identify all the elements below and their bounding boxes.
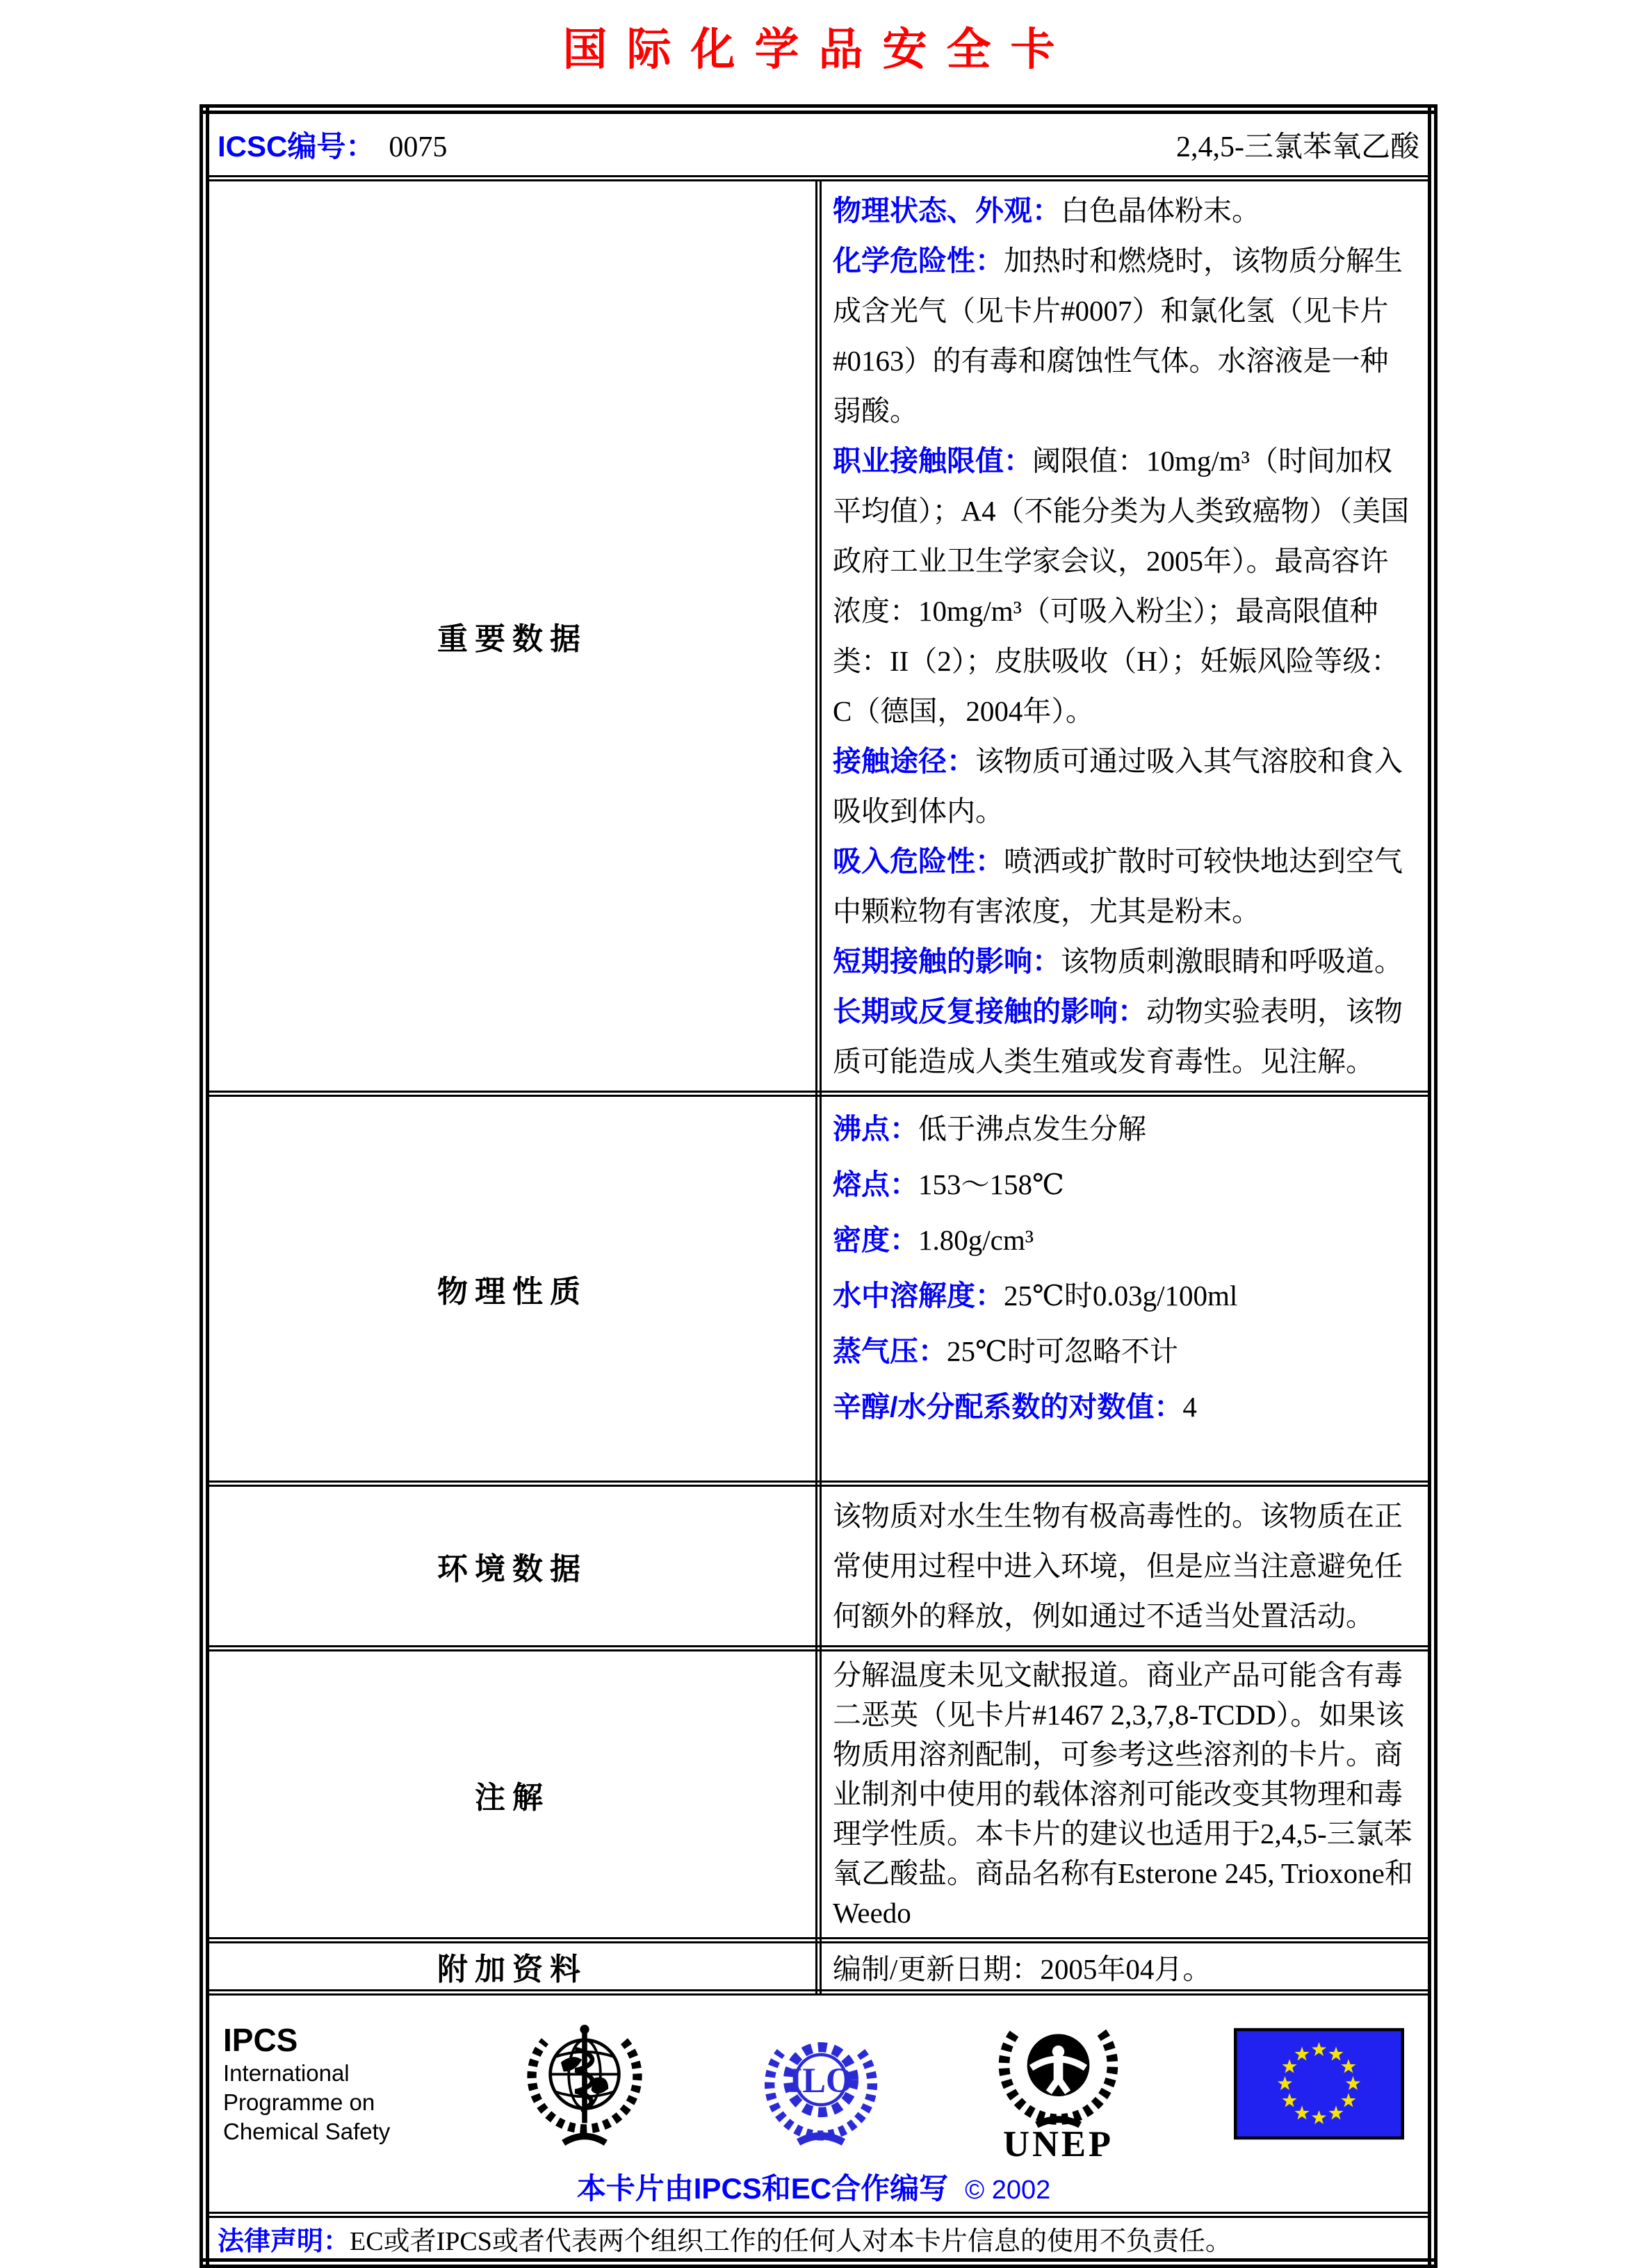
chemical-name: 2,4,5-三氯苯氧乙酸	[1176, 131, 1419, 163]
environmental-data-text: 该物质对水生生物有极高毒性的。该物质在正常使用过程中进入环境，但是应当注意避免任何额外的释放，例如通过不适当处置活动。	[833, 1500, 1403, 1632]
notes-row	[204, 1649, 1433, 1941]
environmental-data-row-label: 环境数据	[204, 1484, 819, 1649]
icsc-number-value: 0075	[389, 131, 448, 163]
logos-strip	[223, 2005, 1404, 2162]
important-item: 职业接触限值：阈限值：10mg/m³（时间加权平均值）；A4（不能分类为人类致癌物）（美国政府工业卫生学家会议，2005年）。最高容许浓度：10mg/m³（可吸入粉尘）；最高限值种类：II（2）；皮肤吸收（H）；妊娠风险等级：C（德国，2004年）。	[833, 445, 1410, 727]
important-data-content	[819, 179, 1433, 1094]
legal-row	[204, 2215, 1433, 2264]
physical-property-item: 水中溶解度：25℃时0.03g/100ml	[833, 1280, 1238, 1312]
important-item: 接触途径：该物质可通过吸入其气溶胶和食入吸收到体内。	[833, 745, 1403, 827]
ipcs-subtitle: International Programme on Chemical Safety	[223, 2059, 391, 2144]
environmental-data-content	[819, 1484, 1433, 1649]
unep-logo-icon	[991, 2005, 1126, 2162]
important-item: 化学危险性：加热时和燃烧时，该物质分解生成含光气（见卡片#0007）和氯化氢（见卡片#0163）的有毒和腐蚀性气体。水溶液是一种弱酸。	[833, 245, 1403, 427]
legal-label: 法律声明：	[218, 2226, 350, 2256]
physical-properties-row-label: 物理性质	[204, 1094, 819, 1484]
page-title: 国际化学品安全卡	[562, 24, 1075, 74]
additional-info-content: 编制/更新日期：2005年04月。	[819, 1941, 1433, 1993]
physical-property-item: 蒸气压：25℃时可忽略不计	[833, 1335, 1178, 1367]
additional-info-row	[204, 1941, 1433, 1993]
eu-flag-icon	[1234, 2028, 1404, 2140]
copyright-text: © 2002	[965, 2176, 1051, 2205]
ipcs-block	[223, 2021, 411, 2146]
icsc-number-label: ICSC编号：	[218, 130, 375, 163]
environmental-data-row	[204, 1484, 1433, 1649]
legal-text: EC或者IPCS或者代表两个组织工作的任何人对本卡片信息的使用不负责任。	[350, 2226, 1232, 2256]
notes-text: 分解温度未见文献报道。商业产品可能含有毒二恶英（见卡片#1467 2,3,7,8-TCDD）。如果该物质用溶剂配制，可参考这些溶剂的卡片。商业制剂中使用的载体溶剂可能改变其物理和毒理学性质。本卡片的建议也适用于2,4,5-三氯苯氧乙酸盐。商品名称有Esterone 245, Trioxone和Weedo	[833, 1659, 1413, 1929]
notes-content	[819, 1649, 1433, 1941]
logos-row	[204, 1993, 1433, 2215]
important-item: 短期接触的影响：该物质刺激眼睛和呼吸道。	[833, 945, 1403, 977]
header-row	[204, 109, 1433, 179]
important-data-row-label: 重要数据	[204, 179, 819, 1094]
physical-property-item: 熔点：153～158℃	[833, 1168, 1064, 1200]
important-item: 长期或反复接触的影响：动物实验表明，该物质可能造成人类生殖或发育毒性。见注解。	[833, 995, 1403, 1077]
cooperation-caption	[223, 2166, 1404, 2208]
icsc-card-table	[199, 104, 1438, 2268]
physical-properties-row	[204, 1094, 1433, 1484]
physical-property-item: 辛醇/水分配系数的对数值：4	[833, 1391, 1197, 1423]
unep-letters: UNEP	[1003, 2123, 1114, 2164]
ipcs-title: IPCS	[223, 2021, 298, 2058]
notes-row-label: 注解	[204, 1649, 819, 1941]
important-item: 吸入危险性：喷洒或扩散时可较快地达到空气中颗粒物有害浓度，尤其是粉末。	[833, 845, 1403, 927]
additional-info-row-label: 附加资料	[204, 1941, 819, 1993]
ilo-logo-icon	[758, 2019, 883, 2148]
physical-property-item: 密度：1.80g/cm³	[833, 1224, 1034, 1256]
icsc-number-group	[218, 124, 447, 165]
ilo-letters: ILO	[788, 2061, 853, 2100]
who-logo-icon	[519, 2012, 651, 2155]
physical-property-item: 沸点：低于沸点发生分解	[833, 1113, 1146, 1145]
cooperation-caption-text: 本卡片由IPCS和EC合作编写	[576, 2172, 949, 2205]
physical-properties-content	[819, 1094, 1433, 1484]
important-item: 物理状态、外观：白色晶体粉末。	[833, 195, 1260, 227]
important-data-row	[204, 179, 1433, 1094]
